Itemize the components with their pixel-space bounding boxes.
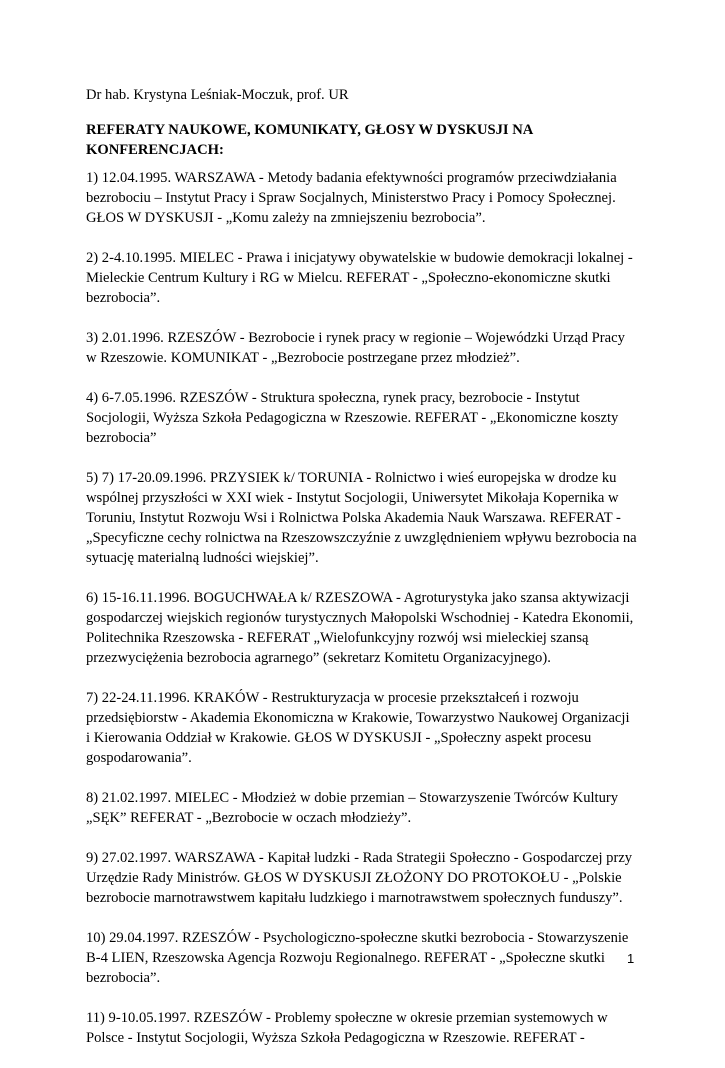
entry-line: 11) 9-10.05.1997. RZESZÓW - Problemy społeczne w okresie przemian systemowych w (86, 1010, 608, 1026)
entry-line: 5) 7) 17-20.09.1996. PRZYSIEK k/ TORUNIA - Rolnictwo i wieś europejska w drodze ku (86, 470, 617, 486)
conference-entry (86, 848, 646, 908)
conference-entry (86, 788, 646, 828)
heading-line: REFERATY NAUKOWE, KOMUNIKATY, GŁOSY W DYSKUSJI NA (86, 122, 534, 138)
entry-line: Polsce - Instytut Socjologii, Wyższa Szkoła Pedagogiczna w Rzeszowie. REFERAT - (86, 1030, 585, 1046)
entry-line: 7) 22-24.11.1996. KRAKÓW - Restrukturyzacja w procesie przekształceń i rozwoju (86, 690, 579, 706)
page-number: 1 (627, 951, 635, 966)
conference-list (86, 168, 646, 1068)
author-line: Dr hab. Krystyna Leśniak-Moczuk, prof. UR (86, 87, 349, 103)
entry-line: bezrobocia” (86, 430, 157, 446)
entry-line: 2) 2-4.10.1995. MIELEC - Prawa i inicjatywy obywatelskie w budowie demokracji lokalnej - (86, 250, 633, 266)
entry-line: 1) 12.04.1995. WARSZAWA - Metody badania efektywności programów przeciwdziałania (86, 170, 617, 186)
entry-line: wspólnej przyszłości w XXI wiek - Instytut Socjologii, Uniwersytet Mikołaja Kopernika w (86, 490, 619, 506)
entry-line: gospodarowania”. (86, 750, 192, 766)
entry-line: „Specyficzne cechy rolnictwa na Rzeszowszczyźnie z uwzględnieniem wpływu bezrobocia na (86, 530, 637, 546)
entry-line: bezrobocia”. (86, 290, 161, 306)
entry-line: sytuację materialną ludności wiejskiej”. (86, 550, 319, 566)
entry-line: Socjologii, Wyższa Szkoła Pedagogiczna w Rzeszowie. REFERAT - „Ekonomiczne koszty (86, 410, 619, 426)
entry-line: bezrobociu – Instytut Pracy i Spraw Socjalnych, Ministerstwo Pracy i Pomocy Społecznej. (86, 190, 616, 206)
entry-line: GŁOS W DYSKUSJI - „Komu zależy na zmniejszeniu bezrobocia”. (86, 210, 486, 226)
entry-line: Urzędzie Rady Ministrów. GŁOS W DYSKUSJI ZŁOŻONY DO PROTOKOŁU - „Polskie (86, 870, 622, 886)
heading-line: KONFERENCJACH: (86, 142, 224, 158)
conference-entry (86, 1008, 646, 1048)
entry-line: B-4 LIEN, Rzeszowska Agencja Rozwoju Regionalnego. REFERAT - „Społeczne skutki (86, 950, 605, 966)
entry-line: przedsiębiorstw - Akademia Ekonomiczna w Krakowie, Towarzystwo Naukowej Organizacji (86, 710, 630, 726)
entry-line: 9) 27.02.1997. WARSZAWA - Kapitał ludzki - Rada Strategii Społeczno - Gospodarczej przy (86, 850, 633, 866)
entry-line: przezwyciężenia bezrobocia agrarnego” (sekretarz Komitetu Organizacyjnego). (86, 650, 551, 666)
conference-entry (86, 168, 646, 228)
conference-entry (86, 388, 646, 448)
entry-line: i Kierowania Oddział w Krakowie. GŁOS W DYSKUSJI - „Społeczny aspekt procesu (86, 730, 592, 746)
entry-line: Toruniu, Instytut Rozwoju Wsi i Rolnictwa Polska Akademia Nauk Warszawa. REFERAT - (86, 510, 621, 526)
conference-entry (86, 928, 646, 988)
entry-line: gospodarczej wiejskich regionów turystycznych Małopolski Wschodniej - Katedra Ekonomii, (86, 610, 634, 626)
entry-line: Politechnika Rzeszowska - REFERAT „Wielofunkcyjny rozwój wsi mieleckiej szansą (86, 630, 589, 646)
entry-line: 6) 15-16.11.1996. BOGUCHWAŁA k/ RZESZOWA - Agroturystyka jako szansa aktywizacji (86, 590, 630, 606)
conference-entry (86, 468, 646, 568)
entry-line: 10) 29.04.1997. RZESZÓW - Psychologiczno-społeczne skutki bezrobocia - Stowarzyszenie (86, 930, 629, 946)
entry-line: bezrobocie marnotrawstwem kapitału ludzkiego i marnotrawstwem społecznych funduszy”. (86, 890, 623, 906)
conference-entry (86, 248, 646, 308)
conference-entry (86, 588, 646, 668)
entry-line: bezrobocia”. (86, 970, 161, 986)
entry-line: 8) 21.02.1997. MIELEC - Młodzież w dobie przemian – Stowarzyszenie Twórców Kultury (86, 790, 619, 806)
conference-entry (86, 688, 646, 768)
entry-line: 4) 6-7.05.1996. RZESZÓW - Struktura społeczna, rynek pracy, bezrobocie - Instytut (86, 390, 580, 406)
section-heading (86, 120, 556, 160)
entry-line: 3) 2.01.1996. RZESZÓW - Bezrobocie i rynek pracy w regionie – Wojewódzki Urząd Pracy (86, 330, 625, 346)
entry-line: Mieleckie Centrum Kultury i RG w Mielcu. REFERAT - „Społeczno-ekonomiczne skutki (86, 270, 611, 286)
conference-entry (86, 328, 646, 368)
entry-line: „SĘK” REFERAT - „Bezrobocie w oczach młodzieży”. (86, 810, 412, 826)
entry-line: w Rzeszowie. KOMUNIKAT - „Bezrobocie postrzegane przez młodzież”. (86, 350, 520, 366)
